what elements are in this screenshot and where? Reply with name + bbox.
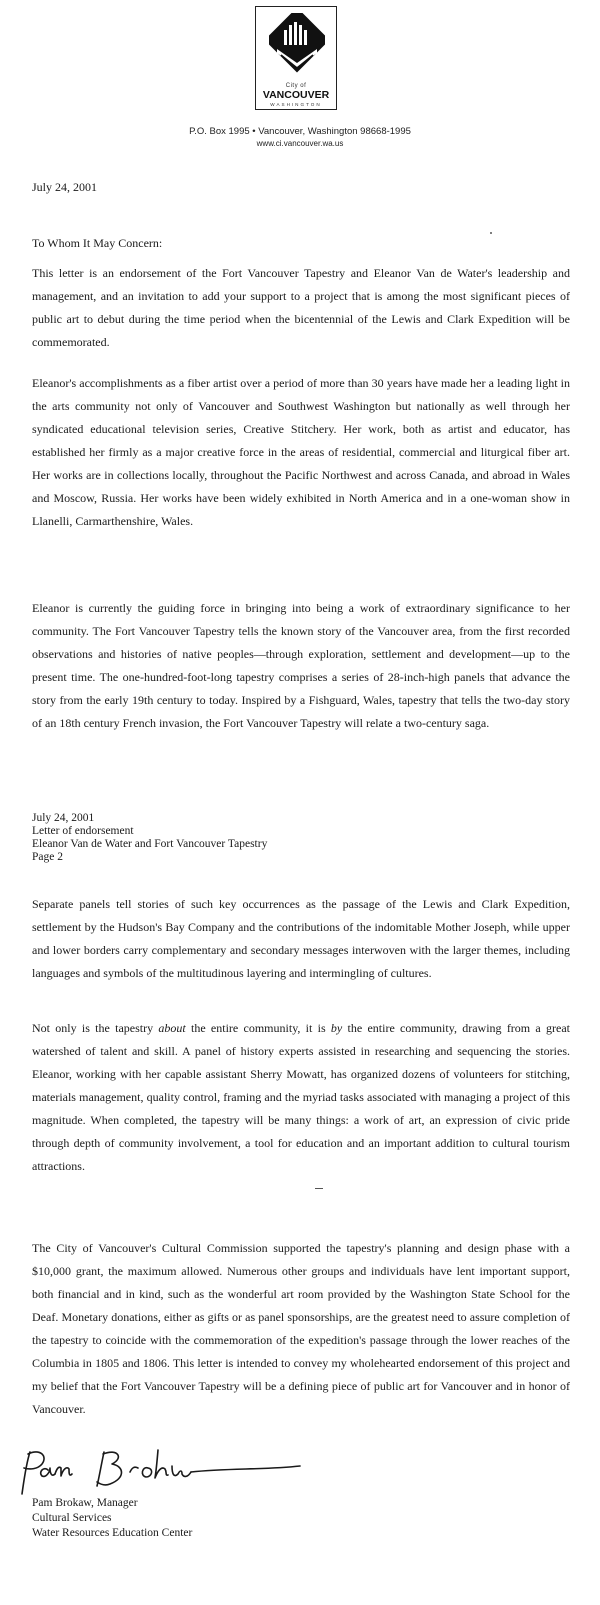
- scan-speck: [315, 1188, 323, 1189]
- salutation: To Whom It May Concern:: [32, 236, 163, 250]
- signer-name-title: Pam Brokaw, Manager: [32, 1497, 138, 1509]
- paragraph-panels: Separate panels tell stories of such key occurrences as the passage of the Lewis and Clark Expedition, settlement by the Hudson's Bay Company and the contributions of the indomitable Mother Joseph, while upper and lower borders carry complementary and secondary messages interwoven with the larger themes, including languages and symbols of the multitudinous layering and intermingling of cultures.: [32, 897, 570, 980]
- p5-text-a: Not only is the tapestry: [32, 1021, 159, 1035]
- city-logo: [255, 6, 337, 110]
- signer-department: Cultural Services: [32, 1512, 112, 1524]
- page2-date: July 24, 2001: [32, 812, 95, 824]
- city-emblem-icon: [269, 13, 325, 77]
- p5-text-c: the entire community, drawing from a great watershed of talent and skill. A panel of history experts assisted in researching and sequencing the stories. Eleanor, working with her capable assistant Sherry Mowatt, has organized dozens of volunteers for stitching, materials management, quality control, framing and the myriad tasks associated with managing a project of this magnitude. When completed, the tapestry will be many things: a work of art, an expression of civic pride through depth of community involvement, a tool for education and an important addition to cultural tourism attractions.: [32, 1021, 571, 1173]
- page2-header: [32, 812, 267, 864]
- page2-number: Page 2: [32, 851, 63, 863]
- logo-state: WASHINGTON: [270, 102, 322, 107]
- scan-speck: [490, 232, 492, 234]
- signature-block: [32, 1496, 192, 1541]
- page2-subject: Letter of endorsement: [32, 825, 134, 837]
- paragraph-tapestry-story: Eleanor is currently the guiding force in bringing into being a work of extraordinary significance to her community. The Fort Vancouver Tapestry tells the known story of the Vancouver area, from the first recorded observations and histories of native peoples—through exploration, settlement and development—up to the present time. The one-hundred-foot-long tapestry comprises a series of 28-inch-high panels that advance the story from the early 19th century to today. Inspired by a Fishguard, Wales, tapestry that tells the two-day story of an 18th century French invasion, the Fort Vancouver Tapestry will relate a two-century saga.: [32, 601, 570, 730]
- paragraph-accomplishments: Eleanor's accomplishments as a fiber artist over a period of more than 30 years have made her a leading light in the arts community not only of Vancouver and Southwest Washington but nationally as well through her syndicated educational television series, Creative Stitchery. Her work, both as artist and educator, has established her firmly as a major creative force in the areas of residential, commercial and liturgical fiber art. Her works are in collections locally, throughout the Pacific Northwest and across Canada, and abroad in Wales and Moscow, Russia. Her works have been widely exhibited in North America and in a one-woman show in Llanelli, Carmarthenshire, Wales.: [32, 376, 570, 528]
- letterhead-website: www.ci.vancouver.wa.us: [256, 139, 344, 148]
- paragraph-support: The City of Vancouver's Cultural Commission supported the tapestry's planning and design phase with a $10,000 grant, the maximum allowed. Numerous other groups and individuals have lent important support, both financial and in kind, such as the wonderful art room provided by the Washington State School for the Deaf. Monetary donations, either as gifts or as panel sponsorships, are the greatest need to assure completion of the tapestry to coincide with the commemoration of the expedition's passage through the lower reaches of the Columbia in 1805 and 1806. This letter is intended to convey my wholehearted endorsement of this project and my belief that the Fort Vancouver Tapestry will be a defining piece of public art for Vancouver and in honor of Vancouver.: [32, 1241, 570, 1416]
- logo-city-of: City of: [285, 83, 307, 89]
- signer-organization: Water Resources Education Center: [32, 1527, 193, 1539]
- page2-regarding: Eleanor Van de Water and Fort Vancouver Tapestry: [32, 838, 268, 850]
- p5-emphasis-about: about: [158, 1021, 186, 1035]
- logo-city-name: VANCOUVER: [262, 89, 330, 101]
- p5-text-b: the entire community, it is: [185, 1021, 331, 1035]
- letter-date: July 24, 2001: [32, 180, 98, 194]
- p5-emphasis-by: by: [330, 1021, 343, 1035]
- paragraph-endorsement: This letter is an endorsement of the Fort Vancouver Tapestry and Eleanor Van de Water's leadership and management, and an invitation to add your support to a project that is among the most significant pieces of public art to debut during the time period when the bicentennial of the Lewis and Clark Expedition will be commemorated.: [32, 266, 570, 349]
- paragraph-community: [32, 1017, 570, 1178]
- letterhead-address: P.O. Box 1995 • Vancouver, Washington 98668-1995: [189, 126, 411, 137]
- handwritten-signature: [8, 1444, 308, 1502]
